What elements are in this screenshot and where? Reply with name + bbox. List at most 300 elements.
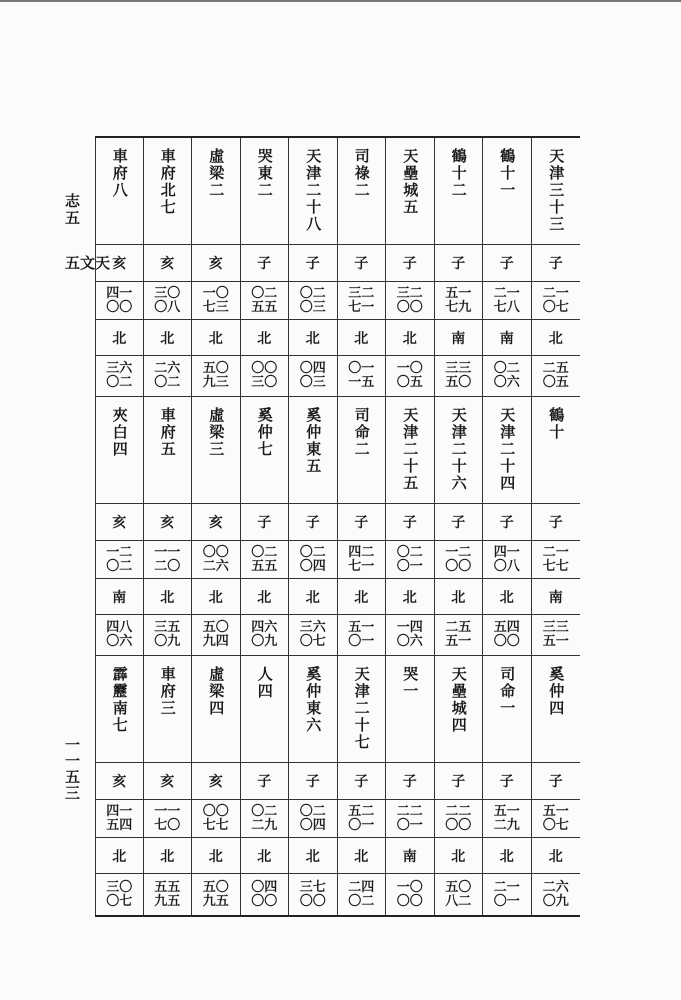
direction-cell xyxy=(532,579,581,615)
branch-cell xyxy=(95,245,144,282)
direction-cell xyxy=(338,579,387,615)
degree-cell xyxy=(532,874,581,915)
branch-cell xyxy=(241,763,290,800)
star-name-cell xyxy=(338,656,387,763)
branch-label: 子 xyxy=(257,256,272,272)
value-line: 四二 xyxy=(348,544,375,560)
star-name: 天壘城四 xyxy=(449,666,468,734)
branch-label: 子 xyxy=(451,774,466,790)
value-line: 四一 xyxy=(106,803,133,819)
star-name: 天津二十七 xyxy=(352,666,371,751)
star-name-cell xyxy=(95,138,144,245)
branch-label: 子 xyxy=(499,515,514,531)
value-line: 〇〇 xyxy=(445,558,472,574)
direction-cell xyxy=(532,838,581,874)
value-line: 七三 xyxy=(202,299,229,315)
star-name: 奚仲東五 xyxy=(304,407,323,475)
direction-label: 北 xyxy=(451,589,466,606)
value-line: 五一 xyxy=(445,634,472,649)
value-line: 〇二 xyxy=(251,285,278,301)
degree-cell xyxy=(289,874,338,915)
margin-header xyxy=(63,193,111,272)
star-name: 夾白四 xyxy=(110,407,129,458)
value-line: 〇六 xyxy=(396,634,423,649)
direction-cell xyxy=(386,320,435,356)
degree-cell xyxy=(144,874,193,915)
value-line: 〇七 xyxy=(106,893,133,909)
value-line: 〇〇 xyxy=(493,634,520,649)
direction-cell xyxy=(95,320,144,356)
value-line: 二九 xyxy=(251,817,278,833)
value-line: 七一 xyxy=(348,558,375,574)
branch-cell xyxy=(144,763,193,800)
value-line: 〇一 xyxy=(493,893,520,909)
value-line: 一〇 xyxy=(202,285,229,301)
branch-cell xyxy=(386,245,435,282)
direction-cell xyxy=(483,320,532,356)
value-line: 〇二 xyxy=(299,285,326,301)
star-name-cell xyxy=(435,656,484,763)
value-line: 〇二 xyxy=(106,558,133,574)
value-line: 五〇 xyxy=(202,879,229,895)
direction-label: 北 xyxy=(112,330,127,347)
value-line: 三七 xyxy=(299,879,326,895)
branch-label: 子 xyxy=(499,256,514,272)
value-cell xyxy=(192,800,241,838)
star-name-cell xyxy=(289,397,338,504)
degree-cell xyxy=(192,874,241,915)
value-line: 二六 xyxy=(154,361,181,376)
star-name-cell xyxy=(386,138,435,245)
value-line: 九五 xyxy=(154,893,181,909)
direction-cell xyxy=(241,838,290,874)
value-line: 〇二 xyxy=(251,803,278,819)
star-name: 車府八 xyxy=(110,148,129,199)
value-line: 二二 xyxy=(445,803,472,819)
direction-label: 南 xyxy=(499,330,514,347)
direction-cell xyxy=(192,320,241,356)
direction-cell xyxy=(241,320,290,356)
value-cell xyxy=(144,282,193,320)
branch-label: 亥 xyxy=(160,774,175,790)
branch-label: 子 xyxy=(548,256,563,272)
direction-label: 北 xyxy=(499,589,514,606)
branch-label: 子 xyxy=(548,774,563,790)
star-name: 司命一 xyxy=(498,666,517,717)
direction-cell xyxy=(386,838,435,874)
value-line: 二一 xyxy=(493,285,520,301)
branch-cell xyxy=(144,245,193,282)
value-line: 一〇 xyxy=(396,361,423,376)
branch-label: 子 xyxy=(257,774,272,790)
branch-cell xyxy=(289,763,338,800)
value-line: 五一 xyxy=(493,803,520,819)
value-line: 二〇 xyxy=(154,558,181,574)
star-name: 人四 xyxy=(255,666,274,700)
star-name-cell xyxy=(289,138,338,245)
star-name-cell xyxy=(192,138,241,245)
value-cell xyxy=(483,541,532,579)
branch-cell xyxy=(192,504,241,541)
value-line: 〇四 xyxy=(299,558,326,574)
direction-cell xyxy=(435,838,484,874)
value-cell xyxy=(95,541,144,579)
value-line: 〇〇 xyxy=(251,893,278,909)
value-cell xyxy=(532,541,581,579)
value-cell xyxy=(241,282,290,320)
direction-label: 北 xyxy=(305,330,320,347)
value-cell xyxy=(338,282,387,320)
star-name-cell xyxy=(241,397,290,504)
branch-cell xyxy=(241,504,290,541)
value-line: 〇一 xyxy=(348,634,375,649)
value-line: 五四 xyxy=(493,620,520,635)
direction-label: 北 xyxy=(257,589,272,606)
value-line: 五〇 xyxy=(202,620,229,635)
value-line: 二六 xyxy=(542,879,569,895)
branch-cell xyxy=(386,504,435,541)
degree-cell xyxy=(338,874,387,915)
value-line: 〇二 xyxy=(106,375,133,390)
star-name: 鶴十一 xyxy=(498,148,517,199)
branch-cell xyxy=(532,504,581,541)
direction-label: 北 xyxy=(354,848,369,865)
value-line: 三二 xyxy=(396,285,423,301)
branch-cell xyxy=(338,245,387,282)
degree-cell xyxy=(95,356,144,397)
value-line: 五一 xyxy=(348,620,375,635)
star-name-cell xyxy=(435,397,484,504)
direction-label: 北 xyxy=(499,848,514,865)
branch-label: 子 xyxy=(354,256,369,272)
direction-label: 北 xyxy=(112,848,127,865)
value-cell xyxy=(338,800,387,838)
star-name: 虛梁四 xyxy=(207,666,226,717)
degree-cell xyxy=(289,615,338,656)
value-cell xyxy=(483,800,532,838)
direction-label: 北 xyxy=(160,330,175,347)
value-line: 七七 xyxy=(542,558,569,574)
star-name-cell xyxy=(289,656,338,763)
value-line: 九三 xyxy=(202,375,229,390)
star-name: 虛梁二 xyxy=(207,148,226,199)
direction-cell xyxy=(483,579,532,615)
value-line: 一一 xyxy=(154,544,181,560)
degree-cell xyxy=(95,615,144,656)
value-cell xyxy=(483,282,532,320)
degree-cell xyxy=(144,356,193,397)
branch-label: 子 xyxy=(257,515,272,531)
direction-cell xyxy=(435,579,484,615)
value-line: 八二 xyxy=(445,893,472,909)
star-name-cell xyxy=(532,656,581,763)
branch-label: 亥 xyxy=(208,256,223,272)
value-cell xyxy=(289,800,338,838)
star-name: 天壘城五 xyxy=(401,148,420,216)
direction-label: 南 xyxy=(402,848,417,865)
value-line: 〇八 xyxy=(154,299,181,315)
value-line: 〇六 xyxy=(493,375,520,390)
value-line: 〇四 xyxy=(299,361,326,376)
direction-label: 北 xyxy=(402,589,417,606)
degree-cell xyxy=(241,615,290,656)
branch-label: 子 xyxy=(402,774,417,790)
value-line: 五〇 xyxy=(445,879,472,895)
value-line: 五一 xyxy=(445,285,472,301)
branch-label: 子 xyxy=(451,256,466,272)
value-line: 二四 xyxy=(348,879,375,895)
page-top-rule xyxy=(0,0,681,2)
direction-cell xyxy=(483,838,532,874)
value-line: 二一 xyxy=(542,285,569,301)
value-cell xyxy=(289,541,338,579)
value-line: 四一 xyxy=(493,544,520,560)
direction-cell xyxy=(338,320,387,356)
value-line: 〇九 xyxy=(251,634,278,649)
degree-cell xyxy=(241,874,290,915)
branch-label: 子 xyxy=(402,256,417,272)
value-line: 九五 xyxy=(202,893,229,909)
value-line: 五〇 xyxy=(445,375,472,390)
value-line: 七一 xyxy=(348,299,375,315)
degree-cell xyxy=(338,615,387,656)
direction-cell xyxy=(95,579,144,615)
direction-label: 北 xyxy=(354,589,369,606)
direction-label: 北 xyxy=(160,848,175,865)
star-name-cell xyxy=(338,138,387,245)
value-line: 四六 xyxy=(251,620,278,635)
value-cell xyxy=(192,541,241,579)
value-cell xyxy=(192,282,241,320)
value-line: 三〇 xyxy=(251,375,278,390)
value-line: 〇五 xyxy=(542,375,569,390)
value-cell xyxy=(386,541,435,579)
value-cell xyxy=(144,800,193,838)
branch-cell xyxy=(289,504,338,541)
star-name-cell xyxy=(192,397,241,504)
value-line: 三六 xyxy=(299,620,326,635)
star-name-cell xyxy=(483,656,532,763)
branch-cell xyxy=(435,245,484,282)
value-cell xyxy=(144,541,193,579)
branch-cell xyxy=(241,245,290,282)
value-cell xyxy=(532,282,581,320)
value-cell xyxy=(435,800,484,838)
degree-cell xyxy=(532,615,581,656)
branch-cell xyxy=(386,763,435,800)
branch-label: 子 xyxy=(354,774,369,790)
value-line: 三三 xyxy=(542,620,569,635)
value-line: 二五 xyxy=(445,620,472,635)
direction-cell xyxy=(435,320,484,356)
direction-label: 北 xyxy=(548,330,563,347)
value-line: 一〇 xyxy=(396,879,423,895)
star-name-cell xyxy=(386,656,435,763)
direction-label: 北 xyxy=(354,330,369,347)
branch-cell xyxy=(338,763,387,800)
volume-label: 志五 xyxy=(63,193,81,227)
direction-cell xyxy=(289,320,338,356)
value-line: 二一 xyxy=(493,879,520,895)
value-line: 三五 xyxy=(154,620,181,635)
value-line: 〇〇 xyxy=(396,299,423,315)
branch-label: 子 xyxy=(305,515,320,531)
star-name: 車府北七 xyxy=(158,148,177,216)
degree-cell xyxy=(483,615,532,656)
branch-cell xyxy=(483,245,532,282)
degree-cell xyxy=(289,356,338,397)
direction-label: 北 xyxy=(305,848,320,865)
value-line: 〇五 xyxy=(396,375,423,390)
branch-label: 亥 xyxy=(208,774,223,790)
value-line: 〇〇 xyxy=(202,544,229,560)
direction-cell xyxy=(532,320,581,356)
value-cell xyxy=(95,800,144,838)
value-cell xyxy=(241,541,290,579)
value-line: 〇二 xyxy=(251,544,278,560)
value-line: 五一 xyxy=(542,634,569,649)
direction-cell xyxy=(95,838,144,874)
value-line: 〇三 xyxy=(299,375,326,390)
branch-label: 子 xyxy=(451,515,466,531)
value-line: 一二 xyxy=(106,544,133,560)
star-name-cell xyxy=(483,138,532,245)
star-catalogue-table xyxy=(95,136,580,917)
value-line: 〇一 xyxy=(396,558,423,574)
branch-cell xyxy=(483,504,532,541)
value-line: 〇六 xyxy=(106,634,133,649)
degree-cell xyxy=(338,356,387,397)
value-line: 二九 xyxy=(493,817,520,833)
degree-cell xyxy=(435,615,484,656)
degree-cell xyxy=(386,874,435,915)
direction-cell xyxy=(144,838,193,874)
value-line: 〇〇 xyxy=(251,361,278,376)
branch-cell xyxy=(483,763,532,800)
value-line: 〇七 xyxy=(299,634,326,649)
value-line: 〇二 xyxy=(299,544,326,560)
branch-label: 亥 xyxy=(208,515,223,531)
branch-label: 子 xyxy=(402,515,417,531)
value-line: 七八 xyxy=(493,299,520,315)
value-line: 二五 xyxy=(542,361,569,376)
direction-label: 北 xyxy=(548,848,563,865)
degree-cell xyxy=(386,615,435,656)
degree-cell xyxy=(435,356,484,397)
value-line: 一四 xyxy=(396,620,423,635)
value-cell xyxy=(435,541,484,579)
value-line: 四一 xyxy=(106,285,133,301)
value-line: 五五 xyxy=(251,299,278,315)
branch-label: 子 xyxy=(305,774,320,790)
branch-cell xyxy=(532,245,581,282)
star-name-cell xyxy=(241,138,290,245)
direction-label: 北 xyxy=(208,848,223,865)
star-name-cell xyxy=(532,138,581,245)
direction-label: 北 xyxy=(451,848,466,865)
branch-label: 亥 xyxy=(160,256,175,272)
degree-cell xyxy=(435,874,484,915)
section-label: 天文五 xyxy=(63,255,111,272)
star-name-cell xyxy=(386,397,435,504)
page-number: 一一五三 xyxy=(63,737,81,801)
value-line: 〇九 xyxy=(542,893,569,909)
branch-cell xyxy=(95,763,144,800)
star-name-cell xyxy=(435,138,484,245)
value-cell xyxy=(289,282,338,320)
value-cell xyxy=(435,282,484,320)
degree-cell xyxy=(532,356,581,397)
value-line: 三二 xyxy=(348,285,375,301)
value-line: 〇二 xyxy=(348,893,375,909)
branch-cell xyxy=(289,245,338,282)
star-name: 天津二十五 xyxy=(401,407,420,492)
value-line: 四八 xyxy=(106,620,133,635)
value-line: 〇二 xyxy=(396,544,423,560)
value-line: 五五 xyxy=(154,879,181,895)
direction-label: 北 xyxy=(257,330,272,347)
branch-label: 亥 xyxy=(112,515,127,531)
direction-label: 南 xyxy=(451,330,466,347)
value-line: 五四 xyxy=(106,817,133,833)
star-name: 霹靂南七 xyxy=(110,666,129,734)
value-line: 一五 xyxy=(348,375,375,390)
value-line: 二一 xyxy=(542,544,569,560)
value-line: 〇二 xyxy=(493,361,520,376)
star-name: 天津二十八 xyxy=(304,148,323,233)
value-cell xyxy=(386,282,435,320)
direction-cell xyxy=(386,579,435,615)
direction-label: 北 xyxy=(305,589,320,606)
value-line: 三〇 xyxy=(106,879,133,895)
direction-cell xyxy=(144,320,193,356)
star-name: 哭一 xyxy=(401,666,420,700)
branch-cell xyxy=(532,763,581,800)
star-name-cell xyxy=(95,397,144,504)
value-line: 〇四 xyxy=(299,817,326,833)
direction-label: 南 xyxy=(112,589,127,606)
degree-cell xyxy=(386,356,435,397)
value-line: 〇一 xyxy=(348,361,375,376)
value-line: 九四 xyxy=(202,634,229,649)
degree-cell xyxy=(483,356,532,397)
value-line: 七〇 xyxy=(154,817,181,833)
branch-label: 子 xyxy=(354,515,369,531)
star-name: 奚仲七 xyxy=(255,407,274,458)
star-name: 天津三十三 xyxy=(547,148,566,233)
value-line: 〇九 xyxy=(154,634,181,649)
value-line: 〇〇 xyxy=(445,817,472,833)
value-line: 二六 xyxy=(202,558,229,574)
branch-cell xyxy=(435,504,484,541)
branch-label: 亥 xyxy=(112,774,127,790)
value-line: 七九 xyxy=(445,299,472,315)
branch-label: 子 xyxy=(499,774,514,790)
value-line: 〇八 xyxy=(493,558,520,574)
star-name-cell xyxy=(338,397,387,504)
direction-label: 北 xyxy=(208,330,223,347)
star-name: 奚仲東六 xyxy=(304,666,323,734)
branch-cell xyxy=(338,504,387,541)
star-name: 哭東二 xyxy=(255,148,274,199)
direction-cell xyxy=(289,579,338,615)
star-name: 司命二 xyxy=(352,407,371,458)
direction-cell xyxy=(338,838,387,874)
star-name-cell xyxy=(192,656,241,763)
direction-label: 南 xyxy=(548,589,563,606)
star-name: 天津二十六 xyxy=(449,407,468,492)
value-cell xyxy=(532,800,581,838)
